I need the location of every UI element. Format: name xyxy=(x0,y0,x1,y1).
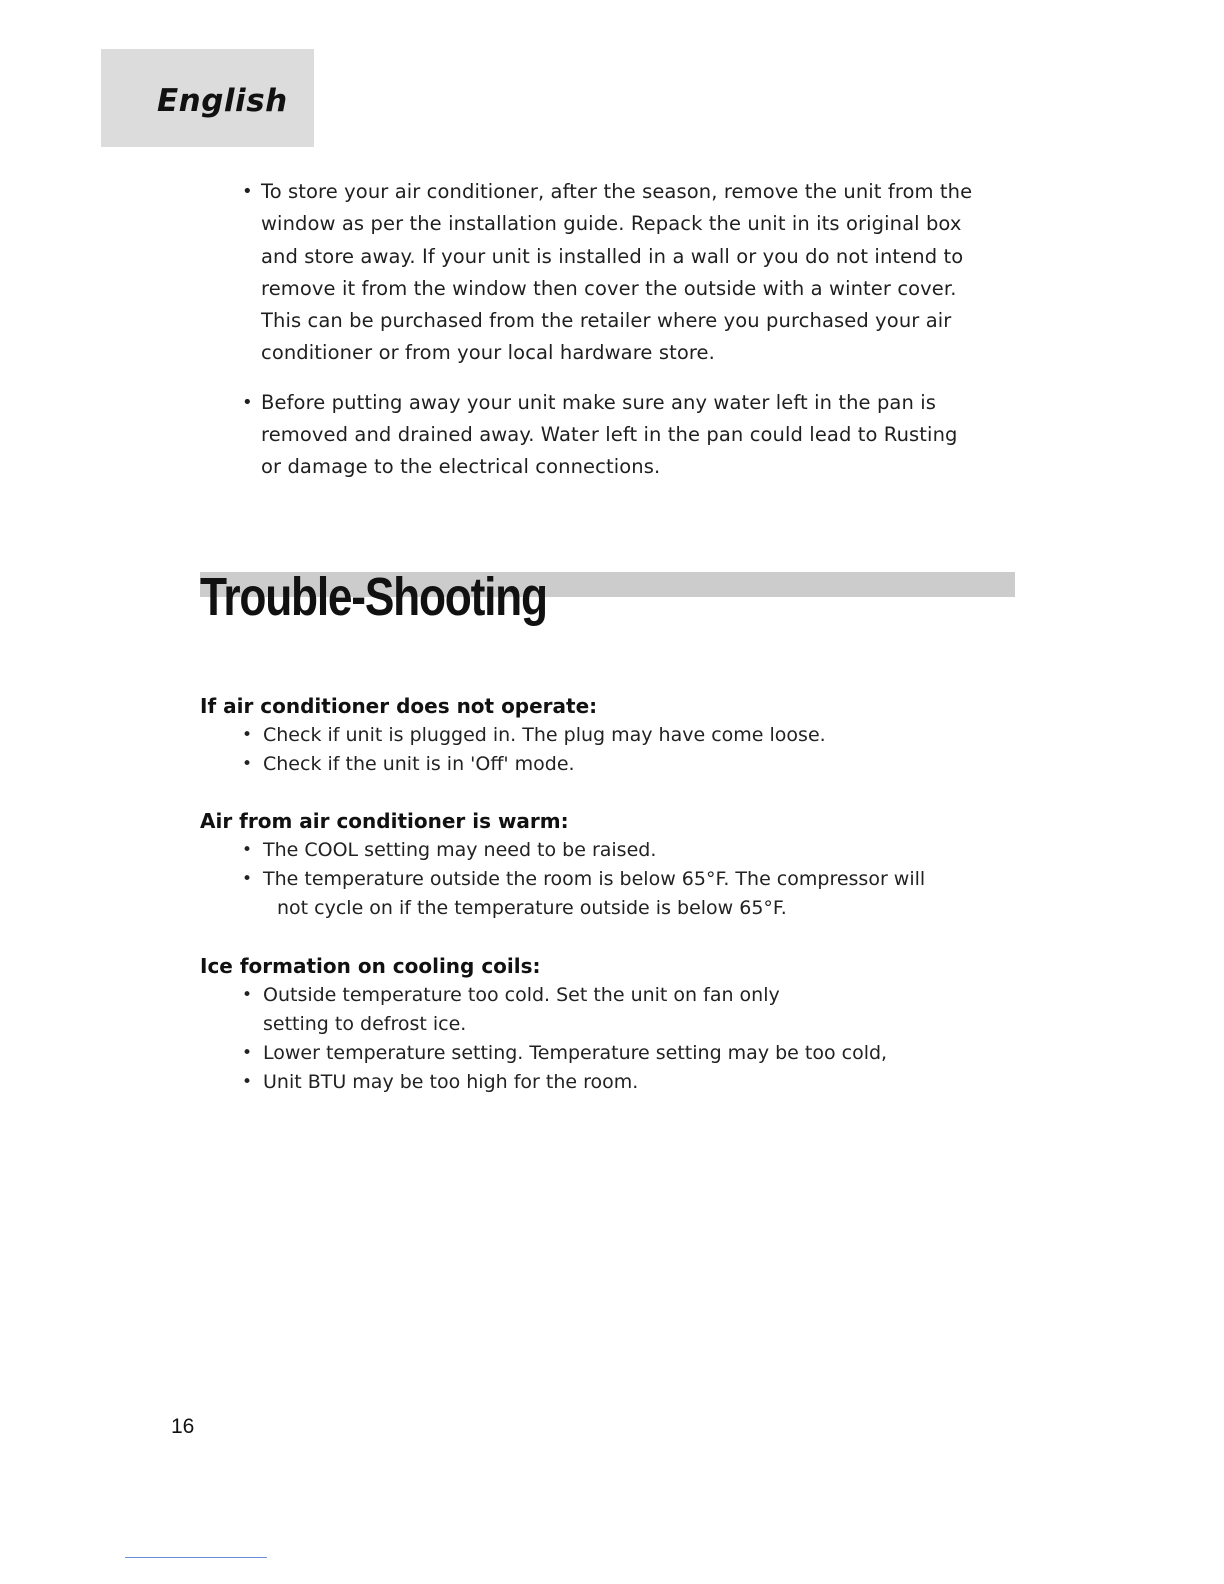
bullet-icon: • xyxy=(242,754,253,774)
storage-instructions xyxy=(241,176,981,501)
storage-paragraph-2: • Before putting away your unit make sure any water left in the pan is removed and drained away. Water left in the pan could lead to Rusting or damage to the electrical connections. xyxy=(241,387,981,484)
ts-heading: Ice formation on cooling coils: xyxy=(200,954,541,978)
bullet-icon: • xyxy=(242,1043,253,1063)
ts-group-air-warm xyxy=(200,806,980,923)
list-item-continuation: setting to defrost ice. xyxy=(263,1013,467,1035)
ts-group-not-operate xyxy=(200,691,980,779)
footer-divider xyxy=(125,1557,267,1558)
page-number: 16 xyxy=(171,1415,195,1438)
language-label: English xyxy=(157,83,288,119)
bullet-icon: • xyxy=(242,869,253,889)
list-item: • The temperature outside the room is below 65°F. The compressor will xyxy=(200,865,980,894)
ts-heading: If air conditioner does not operate: xyxy=(200,694,598,718)
section-title: Trouble-Shooting xyxy=(200,567,547,627)
list-item-continuation: not cycle on if the temperature outside is below 65°F. xyxy=(277,897,787,919)
bullet-icon: • xyxy=(242,985,253,1005)
ts-heading: Air from air conditioner is warm: xyxy=(200,809,569,833)
ts-group-ice-formation xyxy=(200,951,980,1097)
list-item: • Check if unit is plugged in. The plug may have come loose. xyxy=(200,721,980,750)
storage-paragraph-1: • To store your air conditioner, after the season, remove the unit from the window as per the installation guide. Repack the unit in its original box and store away. If your unit is installed in a wall or you do not intend to remove it from the window then cover the outside with a winter cover. This can be purchased from the retailer where you purchased your air conditioner or from your local hardware store. xyxy=(241,176,981,370)
list-item: • Lower temperature setting. Temperature setting may be too cold, xyxy=(200,1039,980,1068)
bullet-icon: • xyxy=(242,391,253,413)
language-tab xyxy=(101,49,314,147)
bullet-icon: • xyxy=(242,181,253,202)
bullet-icon: • xyxy=(242,725,253,745)
list-item: • Outside temperature too cold. Set the unit on fan only xyxy=(200,981,980,1010)
bullet-icon: • xyxy=(242,1072,253,1092)
list-item: • Unit BTU may be too high for the room. xyxy=(200,1068,980,1097)
list-item: • Check if the unit is in 'Off' mode. xyxy=(200,750,980,779)
bullet-icon: • xyxy=(242,840,253,860)
list-item: • The COOL setting may need to be raised. xyxy=(200,836,980,865)
